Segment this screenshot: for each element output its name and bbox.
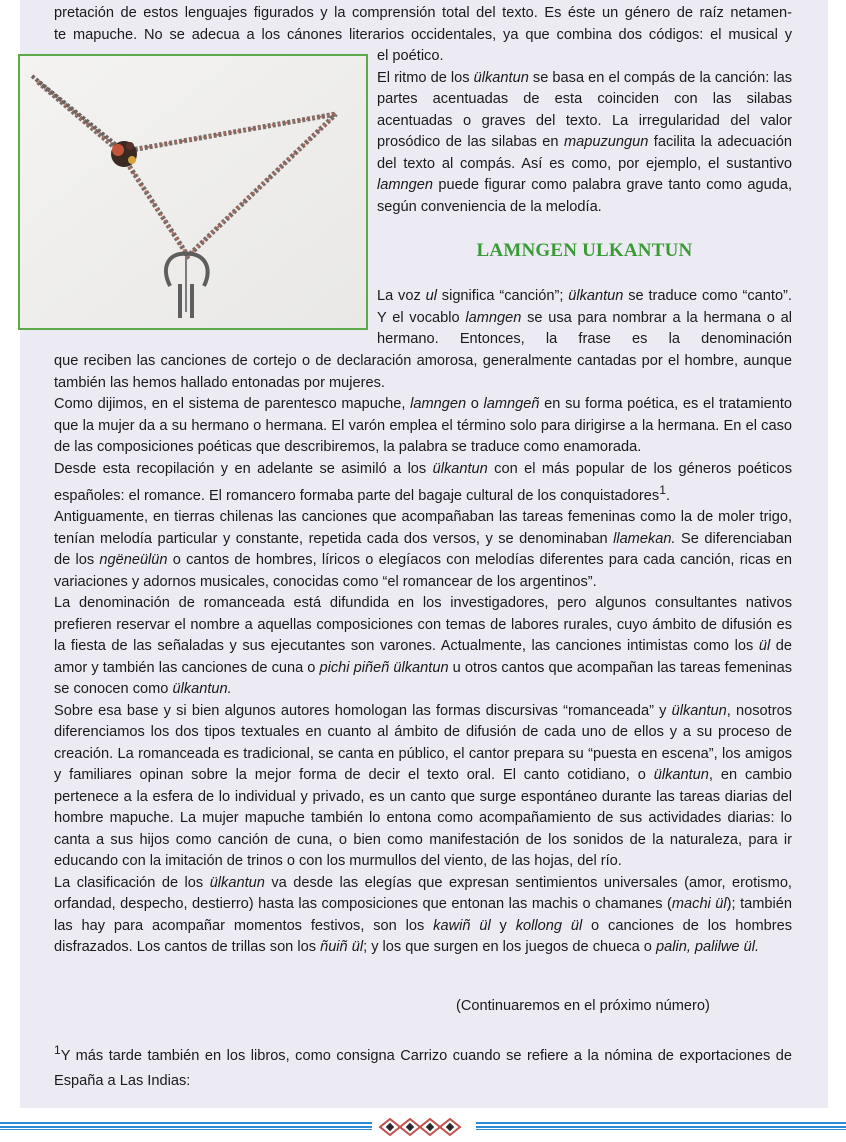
- footnote: [54, 1038, 792, 1094]
- right-column-2: [377, 286, 792, 351]
- body-paragraph: La denominación de romanceada está difundida en los investigadores, pero algunos consultantes nativos prefieren reservar el nombre a aquellas composiciones con temas de labores rurales, cuyo ámbito de difusión es la fiesta de las señaladas y sus ejecutantes son varones. Actualmente, las canciones intimistas como los ül de amor y también las canciones de cuna o pichi piñeñ ülkantun u otros cantos que acompañan las tareas femeninas se conocen como ülkantun.: [54, 595, 792, 698]
- body-paragraph: que reciben las canciones de cortejo o de declaración amorosa, generalmente cantadas por el hombre, aunque también las hemos hallado entonadas por mujeres.: [54, 353, 792, 391]
- intro-line-2: te mapuche. No se adecua a los cánones literarios occidentales, ya que combina dos códigos: el musical y: [54, 26, 792, 43]
- trutruka-jaw-harp-photo-icon: [20, 56, 366, 328]
- body-paragraph: La clasificación de los ülkantun va desde las elegías que expresan sentimientos universales (amor, erotismo, orfandad, despecho, destierro) hasta las composiciones que entonan las machis o chamanes (machi ül); también las hay para acompañar momentos festivos, son los kawiñ ül y kollong ül o canciones de los hombres disfrazados. Los cantos de trillas son los ñuiñ ül; y los que surgen en los juegos de chueca o palin, palilwe ül.: [54, 874, 793, 956]
- instrument-photo: [18, 54, 368, 330]
- right-column: [377, 46, 792, 218]
- voz-ul-paragraph: La voz ul significa “canción”; ülkantun se traduce como “canto”. Y el vocablo lamngen se usa para nombrar a la hermana o al hermano. Entonces, la frase es la denominación: [377, 288, 792, 347]
- mapuche-ornament-icon: [376, 1116, 466, 1138]
- right-line-poetico: el poético.: [377, 48, 444, 64]
- body-text: [54, 351, 792, 959]
- body-paragraph: Desde esta recopilación y en adelante se asimiló a los ülkantun con el más popular de los géneros poéticos españoles: el romance. El romancero formaba parte del bagaje cultural de los conquistadores$^1$.: [54, 460, 792, 504]
- body-paragraph: Sobre esa base y si bien algunos autores homologan las formas discursivas “romanceada” y ülkantun, nosotros diferenciamos los dos tipos textuales en cuanto al ámbito de difusión de cada uno de ellos y a su proceso de creación. La romanceada es tradicional, se canta en público, el cantor prepara su “puesta en escena”, los amigos y familiares opinan sobre la mejor forma de decir el texto oral. El canto cotidiano, o ülkantun, en cambio pertenece a la esfera de lo individual y privado, es un canto que surge espontáneo durante las tareas diarias del hombre mapuche. La mujer mapuche también lo entona como acompañamiento de sus actividades diarias: lo canta a sus hijos como canción de cuna, o bien como manifestación de los sonidos de la naturaleza, para ir educando con la imitación de trinos o con los murmullos del viento, de las hojas, del río.: [54, 702, 792, 870]
- intro-line-1: pretación de estos lenguajes figurados y la comprensión total del texto. Es éste un género de raíz netamen-: [54, 5, 792, 21]
- continuation-note: (Continuaremos en el próximo número): [456, 998, 710, 1014]
- ritmo-paragraph: El ritmo de los ülkantun se basa en el compás de la canción: las partes acentuadas de esta coinciden con las silabas acentuadas o graves del texto. La irregularidad del valor prosódico de las silabas en mapuzungun facilita la adecuación del texto al compás. Así es como, por ejemplo, el sustantivo lamngen puede figurar como palabra grave tanto como aguda, según conveniencia de la melodía.: [377, 69, 792, 215]
- intro-text: [54, 3, 792, 46]
- body-paragraph: Como dijimos, en el sistema de parentesco mapuche, lamngen o lamngeñ en su forma poética, es el tratamiento que la mujer da a su hermano o hermana. El varón emplea el término solo para dirigirse a la hermana. En el caso de las composiciones poéticas que describiremos, la palabra se traduce como enamorada.: [54, 396, 792, 455]
- footer-rule-right: [476, 1122, 846, 1131]
- body-paragraph: Antiguamente, en tierras chilenas las canciones que acompañaban las tareas femeninas como la de moler trigo, tenían melodía particular y constante, repetida cada dos versos, y se denominaban llamekan. Se diferenciaban de los ngëneülün o cantos de hombres, líricos o elegíacos con melodías diferentes para cada canción, ricas en variaciones y adornos musicales, conocidas como “el romancear de los argentinos”.: [54, 509, 792, 590]
- footnote-text: Y más tarde también en los libros, como consigna Carrizo cuando se refiere a la nómina de exportaciones de España a Las Indias:: [54, 1047, 792, 1089]
- section-heading: LAMNGEN ULKANTUN: [476, 240, 693, 261]
- footnote-mark: 1: [54, 1043, 61, 1057]
- footer-rule-left: [0, 1122, 372, 1131]
